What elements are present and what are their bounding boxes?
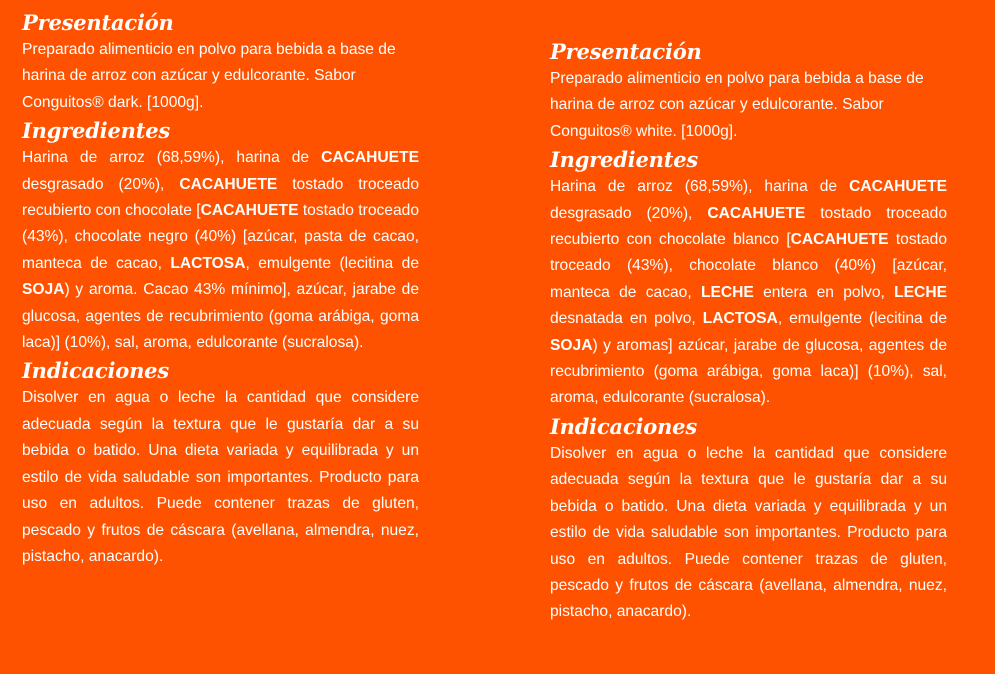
product-column-white: [550, 37, 947, 626]
ingredient-text-part: ) y aromas] azúcar, jarabe de glucosa, agentes de recubrimiento (goma arábiga, goma laca)] (10%), sal, aroma, edulcorante (sucralosa).: [550, 336, 947, 407]
allergen-cacahuete: CACAHUETE: [321, 149, 419, 167]
ingredient-text-part: Harina de arroz (68,59%), harina de: [22, 149, 322, 167]
indicaciones-heading: Indicaciones: [550, 413, 697, 439]
allergen-cacahuete: CACAHUETE: [790, 231, 889, 249]
presentacion-heading: Presentación: [550, 39, 702, 64]
presentacion-heading: Presentación: [22, 10, 174, 35]
ingredient-text-part: desgrasado (20%),: [22, 175, 180, 193]
allergen-soja: SOJA: [550, 336, 593, 354]
ingredient-text-part: tostado troceado recubierto con chocolate [: [22, 175, 419, 220]
indicaciones-heading: Indicaciones: [22, 358, 169, 384]
allergen-cacahuete: CACAHUETE: [179, 175, 278, 193]
ingredient-text-part: , emulgente (lecitina de: [245, 254, 419, 272]
ingredient-text-part: desnatada en polvo,: [550, 310, 703, 328]
ingredient-text-part: ) y aroma. Cacao 43% mínimo], azúcar, jarabe de glucosa, agentes de recubrimiento (goma arábiga, goma laca)] (10%), sal, aroma, edulcorante (sucralosa).: [22, 281, 419, 352]
ingredient-text-part: entera en polvo,: [753, 283, 895, 301]
ingredientes-heading: Ingredientes: [22, 118, 170, 144]
allergen-cacahuete: CACAHUETE: [707, 204, 806, 222]
ingredient-text-part: , emulgente (lecitina de: [777, 310, 947, 328]
ingredient-text-part: tostado troceado (43%), chocolate blanco (40%) [azúcar, manteca de cacao,: [550, 231, 947, 301]
indicaciones-text: Disolver en agua o leche la cantidad que considere adecuada según la textura que le gustaría dar a su bebida o batido. Una dieta variada y equilibrada y un estilo de vida saludable son importantes. Producto para uso en adultos. Puede contener trazas de gluten, pescado y frutos de cáscara (avellana, almendra, nuez, pistacho, anacardo).: [22, 389, 419, 565]
ingredient-text-part: tostado troceado (43%), chocolate negro (40%) [azúcar, pasta de cacao, manteca de cacao,: [22, 202, 419, 272]
ingredient-text-part: tostado troceado recubierto con chocolate blanco [: [550, 204, 947, 249]
allergen-leche: LECHE: [894, 283, 947, 301]
allergen-lactosa: LACTOSA: [702, 310, 778, 328]
ingredientes-text: [550, 174, 947, 412]
ingredientes-heading: Ingredientes: [550, 147, 698, 173]
ingredient-text-part: Harina de arroz (68,59%), harina de: [550, 178, 850, 196]
indicaciones-text: Disolver en agua o leche la cantidad que considere adecuada según la textura que le gustaría dar a su bebida o batido. Una dieta variada y equilibrada y un estilo de vida saludable son importantes. Producto para uso en adultos. Puede contener trazas de gluten, pescado y frutos de cáscara (avellana, almendra, nuez, pistacho, anacardo).: [550, 444, 947, 621]
allergen-cacahuete: CACAHUETE: [849, 178, 947, 196]
ingredientes-text: [22, 145, 419, 356]
allergen-cacahuete: CACAHUETE: [200, 202, 299, 220]
allergen-leche: LECHE: [700, 283, 754, 301]
product-column-dark: [22, 8, 419, 570]
ingredient-text-part: desgrasado (20%),: [550, 204, 708, 222]
allergen-soja: SOJA: [22, 281, 65, 299]
allergen-lactosa: LACTOSA: [170, 254, 246, 272]
presentacion-text: Preparado alimenticio en polvo para bebida a base de harina de arroz con azúcar y edulcorante. Sabor Conguitos® dark. [1000g].: [22, 41, 396, 111]
presentacion-text: Preparado alimenticio en polvo para bebida a base de harina de arroz con azúcar y edulcorante. Sabor Conguitos® white. [1000g].: [550, 70, 924, 140]
